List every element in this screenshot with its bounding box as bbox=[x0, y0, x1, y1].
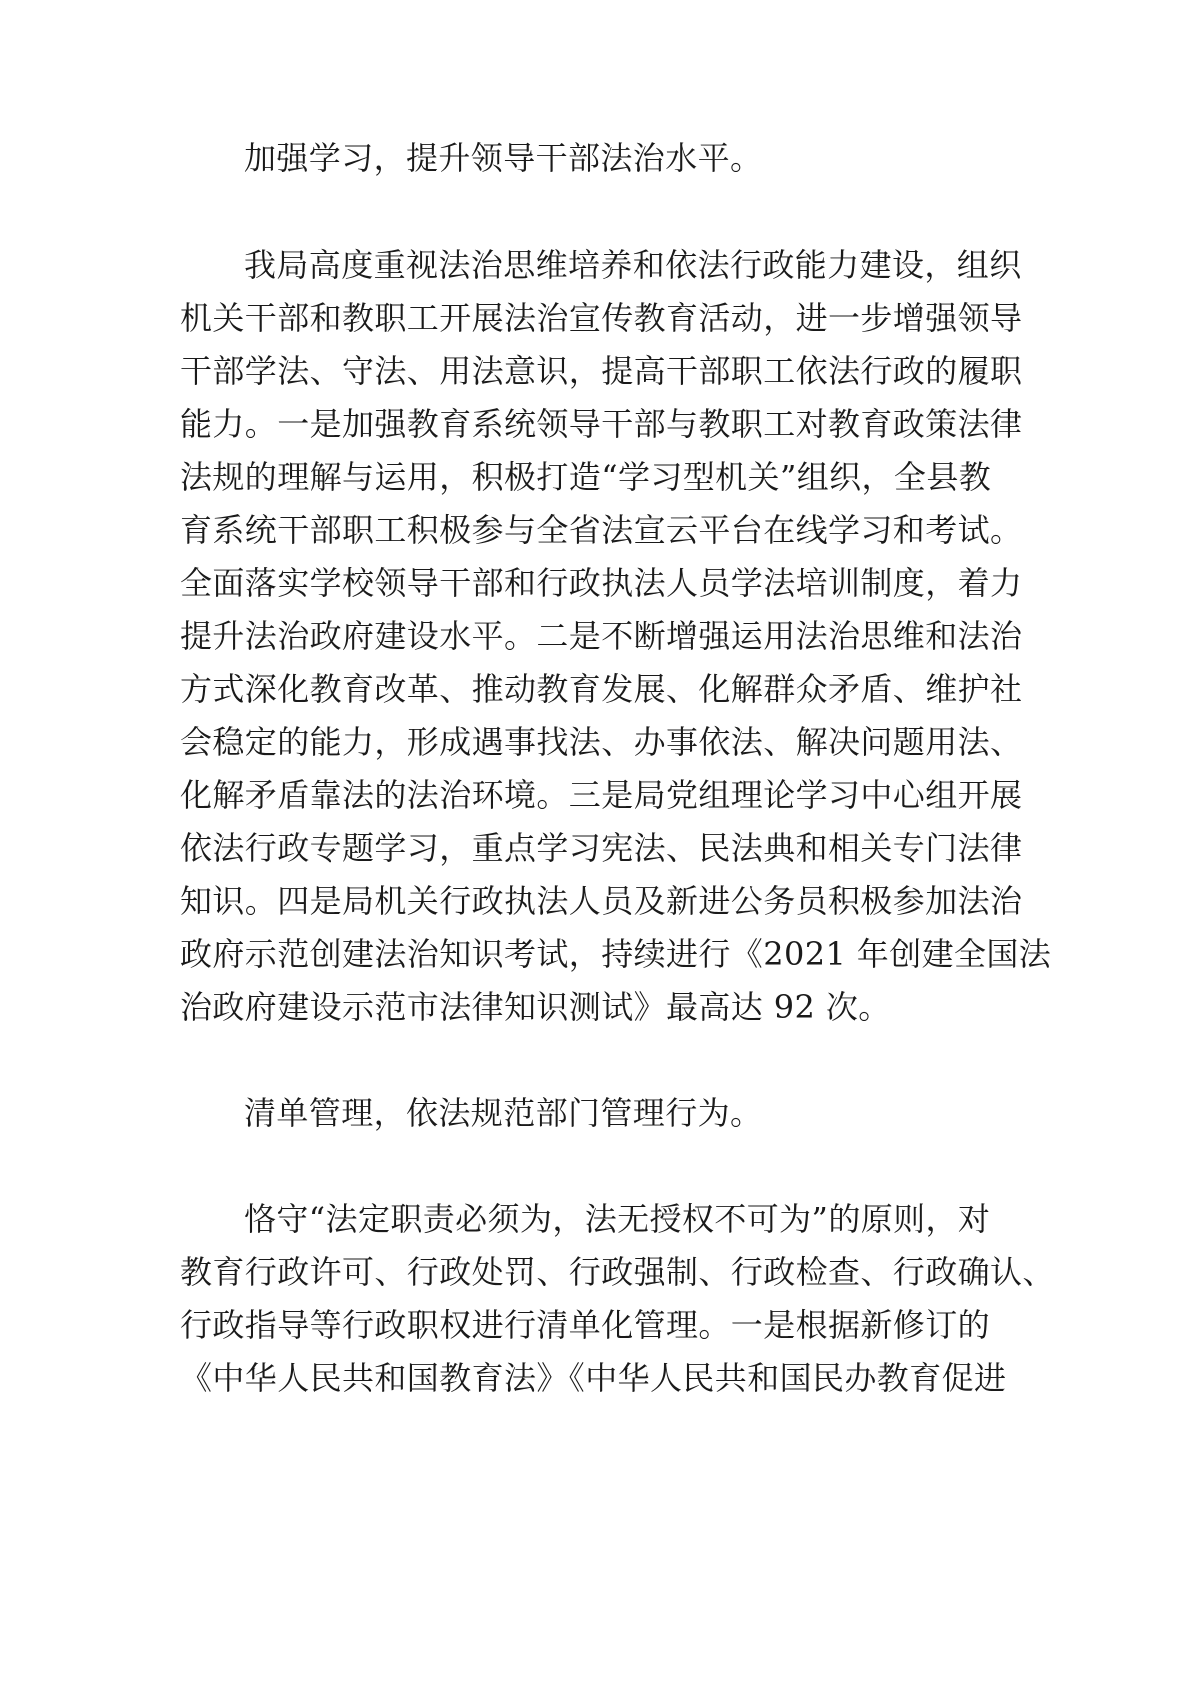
paragraph-line: 机关干部和教职工开展法治宣传教育活动，进一步增强领导 bbox=[180, 299, 1023, 337]
section-heading: 加强学习，提升领导干部法治水平。 bbox=[244, 139, 763, 177]
paragraph-line: 全面落实学校领导干部和行政执法人员学法培训制度，着力 bbox=[180, 564, 1023, 602]
paragraph-line: 能力。一是加强教育系统领导干部与教职工对教育政策法律 bbox=[180, 405, 1023, 443]
paragraph-line: 会稳定的能力，形成遇事找法、办事依法、解决问题用法、 bbox=[180, 723, 1023, 761]
paragraph-line: 治政府建设示范市法律知识测试》最高达 92 次。 bbox=[180, 988, 891, 1026]
paragraph-line: 我局高度重视法治思维培养和依法行政能力建设，组织 bbox=[244, 246, 1022, 284]
paragraph-line: 法规的理解与运用，积极打造“学习型机关”组织，全县教 bbox=[180, 458, 992, 496]
paragraph-line: 依法行政专题学习，重点学习宪法、民法典和相关专门法律 bbox=[180, 829, 1023, 867]
paragraph-line: 《中华人民共和国教育法》《中华人民共和国民办教育促进 bbox=[180, 1359, 1007, 1397]
paragraph-line: 育系统干部职工积极参与全省法宣云平台在线学习和考试。 bbox=[180, 511, 1023, 549]
paragraph-line: 政府示范创建法治知识考试，持续进行《2021 年创建全国法 bbox=[180, 935, 1052, 973]
paragraph-line: 化解矛盾靠法的法治环境。三是局党组理论学习中心组开展 bbox=[180, 776, 1023, 814]
section-heading: 清单管理，依法规范部门管理行为。 bbox=[244, 1094, 763, 1132]
paragraph-line: 方式深化教育改革、推动教育发展、化解群众矛盾、维护社 bbox=[180, 670, 1023, 708]
paragraph-line: 教育行政许可、行政处罚、行政强制、行政检查、行政确认、 bbox=[180, 1253, 1055, 1291]
paragraph-line: 提升法治政府建设水平。二是不断增强运用法治思维和法治 bbox=[180, 617, 1023, 655]
paragraph-line: 行政指导等行政职权进行清单化管理。一是根据新修订的 bbox=[180, 1306, 991, 1344]
paragraph-line: 知识。四是局机关行政执法人员及新进公务员积极参加法治 bbox=[180, 882, 1023, 920]
paragraph-line: 干部学法、守法、用法意识，提高干部职工依法行政的履职 bbox=[180, 352, 1023, 390]
paragraph-line: 恪守“法定职责必须为，法无授权不可为”的原则，对 bbox=[244, 1200, 991, 1238]
